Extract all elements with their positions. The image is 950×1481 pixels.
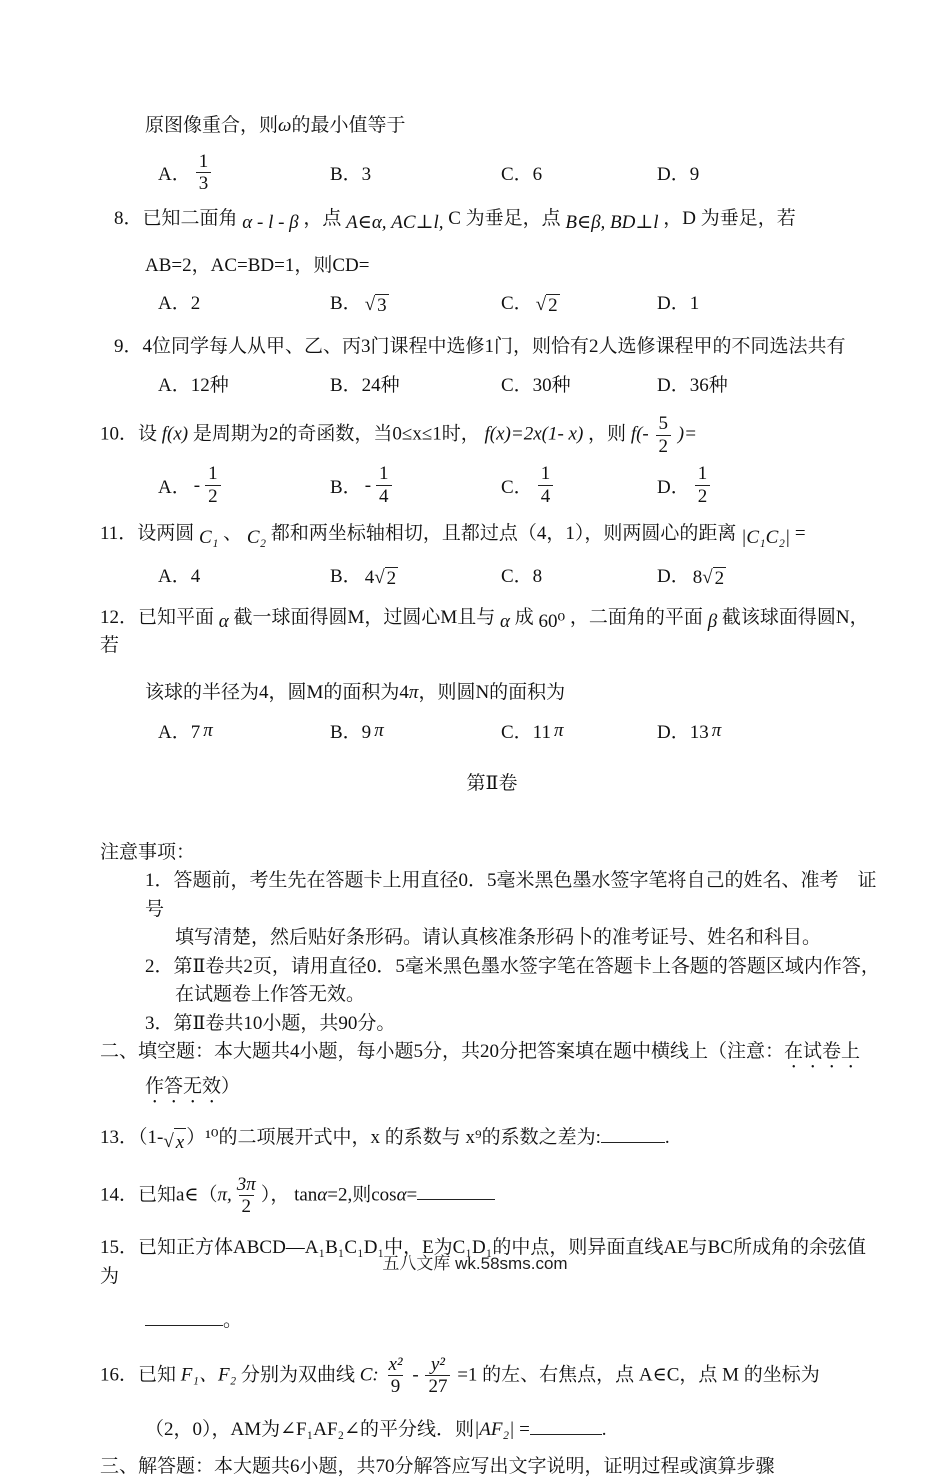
q10-option-a-label: A． (158, 477, 191, 499)
q12-alpha2: α (500, 610, 511, 632)
q8-formula-a: A∈α, AC⊥l, (346, 212, 444, 234)
q8-option-b-sqrt (365, 294, 389, 317)
part2-title-text: 第Ⅱ卷 (466, 773, 518, 795)
q13-sqrt (163, 1128, 186, 1158)
q11-distance: |C₁C₂| (741, 527, 791, 549)
q11-stem (100, 520, 884, 549)
radical-icon: √ (702, 566, 713, 588)
q8-option-d-text: D．1 (657, 293, 700, 315)
section2-header-line1 (100, 1038, 884, 1073)
q7-stem (145, 112, 884, 141)
q13-text: 13．（1- (100, 1127, 164, 1148)
coefficient: 8 (692, 566, 703, 588)
q11-equals: = (794, 523, 806, 545)
fraction-denominator: 2 (695, 485, 711, 508)
q14-fraction (234, 1174, 259, 1219)
q10-f-open: f(- (630, 423, 649, 445)
q12-option-d (657, 717, 884, 744)
q11-option-c (501, 561, 657, 588)
q9-option-c (501, 370, 657, 397)
q10-option-d-label: D． (657, 477, 690, 499)
q8-stem-line1 (100, 205, 884, 234)
q10-fx-def: f(x)=2x(1- x) (484, 423, 584, 445)
q9-option-a-text: A．12种 (158, 374, 229, 396)
fraction-denominator: 2 (656, 435, 672, 458)
q9-option-d-text: D．36种 (657, 374, 728, 396)
q12-option-c-text: C．11 (501, 722, 551, 744)
q11-option-b-value (365, 567, 398, 590)
q10-option-b-label: B． (330, 477, 362, 499)
q7-option-a-label: A． (158, 164, 191, 186)
q11-text2: 都和两坐标轴相切，且都过点（4，1），则两圆心的距离 (270, 523, 737, 545)
q7-option-d-text: D．9 (657, 164, 700, 186)
radicand: 2 (548, 295, 558, 317)
q16-period: . (601, 1419, 607, 1441)
q13-stem (100, 1122, 884, 1153)
q8-option-b-label: B． (330, 293, 362, 315)
q12-alpha: α (218, 610, 229, 632)
fraction-numerator: y² (430, 1353, 445, 1375)
q14-text: 14．已知a∈（ (100, 1184, 218, 1206)
radicand: 2 (714, 567, 725, 589)
q11-option-d-sqrt (702, 567, 726, 590)
minus-sign: - (364, 474, 372, 496)
notes-item1-line1 (145, 867, 884, 924)
fraction-numerator: 1 (540, 463, 551, 485)
q15-text: 15．已知正方体ABCD—A₁B₁C₁D₁中，E为C₁D₁的中点，则异面直线AE与BC所成角的余弦值为 (100, 1237, 866, 1287)
q8-option-d (657, 288, 884, 315)
section3-header (100, 1453, 884, 1481)
notes-item1-text: 1．答题前，考生先在答题卡上用直径0．5毫米黑色墨水签字笔将自己的姓名、准考 证号 (145, 870, 877, 920)
q12-text3: 成 (514, 606, 534, 628)
q11-option-d-value (693, 567, 726, 590)
q7-omega: ω (278, 115, 292, 136)
q8-text4: ，D 为垂足，若 (663, 208, 796, 230)
q16-answer-blank (530, 1414, 602, 1435)
q12-text2: 截一球面得圆M，过圆心M且与 (233, 606, 496, 628)
fraction-numerator: 1 (208, 463, 218, 485)
footer-text: 五八文库 wk.58sms.com (382, 1254, 568, 1273)
notes-item2-line2 (175, 981, 884, 1010)
fraction-denominator: 3 (196, 172, 212, 195)
q12-text4: ，二面角的平面 (569, 606, 703, 628)
coefficient: 4 (364, 566, 375, 588)
q9-option-a (158, 370, 330, 397)
notes-item2-line1 (145, 953, 884, 982)
q11-option-a (158, 561, 330, 588)
q14-stem (100, 1174, 884, 1219)
q12-line2-text: 该球的半径为4，圆M的面积为4 (145, 681, 409, 703)
q8-text2: ，点 (303, 208, 342, 230)
pi-symbol: π (553, 719, 564, 741)
q10-text: 10．设 (100, 423, 158, 445)
q16-stem-line1 (100, 1354, 884, 1399)
q11-option-a-text: A．4 (158, 565, 201, 587)
q12-beta: β (707, 610, 718, 632)
radical-icon: √ (163, 1131, 174, 1152)
q12-option-d-text: D．13 (657, 722, 709, 744)
q11-options (158, 561, 884, 588)
q10-option-c-label: C． (501, 477, 533, 499)
q7-option-b (330, 159, 501, 186)
q7-option-c (501, 159, 657, 186)
q7-option-a (158, 151, 330, 196)
q8-formula-dihedral: α - l - β (242, 212, 299, 234)
q13-text2: ）¹⁰的二项展开式中，x 的系数与 x⁹的系数之差为: (186, 1127, 601, 1148)
q10-option-d-fraction (695, 463, 711, 508)
q8-text: 8．已知二面角 (114, 208, 238, 230)
radical-icon: √ (374, 566, 385, 588)
q12-text: 12．已知平面 (100, 606, 215, 628)
section2-emphasis2: 作答无效 (145, 1076, 222, 1098)
q8-line2-text: AB=2，AC=BD=1，则CD= (145, 254, 370, 276)
q11-text: 11．设两圆 (100, 523, 195, 545)
q10-option-a-fraction (205, 463, 221, 508)
fraction-denominator: 4 (376, 485, 392, 508)
fraction-numerator: 1 (379, 463, 389, 485)
q9-option-c-text: C．30种 (501, 374, 571, 396)
q16-fraction-x (385, 1354, 405, 1399)
q10-option-c-fraction (538, 463, 554, 508)
q12-angle-60: 60⁰ (538, 610, 566, 632)
q12-text5: 截该球面得圆N，若 (100, 606, 869, 657)
q14-answer-blank (417, 1179, 495, 1200)
fraction-denominator: 27 (425, 1375, 450, 1398)
footer-watermark (0, 1249, 950, 1274)
q14-text3: =2,则cos (327, 1184, 397, 1206)
q12-option-b (330, 717, 501, 744)
q12-stem-line1 (100, 604, 884, 661)
q10-stem (100, 413, 884, 458)
q10-f-close: )= (677, 423, 697, 445)
pi-symbol: π (374, 719, 384, 741)
q8-stem-line2 (145, 252, 884, 281)
q8-option-a-text: A．2 (158, 293, 201, 315)
fraction-denominator: 4 (538, 485, 554, 508)
notes-heading-text: 注意事项： (100, 841, 196, 863)
q7-stem-text: 原图像重合，则 (145, 115, 279, 136)
minus-sign: - (193, 474, 201, 496)
radicand: 3 (377, 295, 387, 317)
radicand: x (174, 1128, 186, 1158)
q13-period: . (664, 1127, 670, 1148)
q11-option-d-label: D． (657, 565, 690, 587)
q14-alpha: α (317, 1184, 328, 1206)
q7-option-a-fraction (196, 151, 212, 196)
q9-option-d (657, 370, 884, 397)
pi-symbol: π (711, 719, 722, 741)
q11-option-b-label: B． (330, 565, 362, 587)
notes-item3 (145, 1010, 884, 1039)
q10-fraction (656, 413, 672, 458)
fraction-denominator: 2 (239, 1195, 255, 1218)
q9-options (158, 370, 884, 397)
radical-icon: √ (364, 294, 376, 316)
q10-option-c (501, 463, 657, 508)
fraction-numerator: 3π (236, 1173, 256, 1195)
q11-c1: C₁ (199, 527, 219, 549)
pi-symbol: π (203, 719, 213, 741)
q14-pi: π, (217, 1184, 232, 1206)
q10-option-b-fraction (376, 463, 392, 508)
notes-item1-line2 (175, 924, 884, 953)
q15-period: 。 (223, 1310, 243, 1332)
q7-option-c-text: C．6 (501, 164, 543, 186)
q12-option-c (501, 717, 657, 744)
q16-curve-label: C: (359, 1364, 379, 1386)
q15-stem-line2 (145, 1305, 884, 1335)
q12-options (158, 717, 884, 744)
fraction-denominator: 9 (388, 1375, 404, 1398)
q10-text3: ，则 (588, 423, 627, 445)
q12-option-b-text: B．9 (330, 722, 372, 744)
fraction-denominator: 2 (205, 485, 221, 508)
q10-option-d (657, 463, 884, 508)
section2-header-text: 二、填空题：本大题共4小题，每小题5分，共20分把答案填在题中横线上（注意： (100, 1041, 785, 1063)
radicand: 2 (386, 567, 397, 589)
q12-stem-line2 (145, 679, 884, 708)
pi-symbol: π (408, 681, 419, 703)
notes-item2-text2: 在试题卷上作答无效。 (175, 984, 366, 1006)
q11-sep: 、 (223, 523, 247, 545)
q7-stem-text2: 的最小值等于 (291, 115, 406, 136)
q16-af2: |AF₂| (474, 1419, 515, 1441)
q8-option-c (501, 288, 657, 315)
notes-item1-text2: 填写清楚，然后贴好条形码。请认真核准条形码卜的准考证号、姓名和科目。 (175, 927, 822, 949)
q9-option-b-text: B．24种 (330, 374, 400, 396)
q7-options (158, 151, 884, 196)
q14-equals: = (406, 1184, 418, 1206)
notes-item2-text: 2．第Ⅱ卷共2页，请用直径0．5毫米黑色墨水签字笔在答题卡上各题的答题区域内作答， (145, 955, 880, 977)
q16-fraction-y (425, 1354, 450, 1399)
q16-text3: =1 的左、右焦点，点 A∈C，点 M 的坐标为 (457, 1364, 820, 1386)
q8-formula-b: B∈β, BD⊥l (565, 212, 659, 234)
section2-header-line2 (145, 1073, 884, 1108)
q8-option-c-sqrt (536, 294, 560, 317)
fraction-numerator: 5 (658, 412, 668, 434)
q11-option-b (330, 561, 501, 588)
fraction-numerator: 1 (697, 463, 708, 485)
q8-options (158, 288, 884, 315)
section2-header-close: ） (221, 1076, 241, 1098)
q12-line2-text2: ，则圆N的面积为 (418, 681, 566, 703)
q7-option-b-text: B．3 (330, 164, 372, 186)
q8-option-a (158, 288, 330, 315)
q16-equals: = (519, 1419, 530, 1441)
q11-option-d (657, 561, 884, 588)
radical-icon: √ (535, 294, 547, 316)
q9-option-b (330, 370, 501, 397)
q13-answer-blank (601, 1122, 665, 1143)
q10-text2: 是周期为2的奇函数，当0≤x≤1时， (192, 423, 480, 445)
q10-fx: f(x) (161, 423, 189, 445)
notes-item3-text: 3．第Ⅱ卷共10小题，共90分。 (145, 1012, 396, 1034)
q9-stem (100, 333, 884, 362)
q8-option-c-label: C． (501, 293, 533, 315)
q16-stem-line2 (145, 1414, 884, 1444)
section2-emphasis1: 在试卷上 (784, 1041, 861, 1063)
q16-text: 16．已知 (100, 1364, 177, 1386)
q16-text2: 分别为双曲线 (240, 1364, 355, 1386)
q8-option-b (330, 288, 501, 315)
q11-option-c-text: C．8 (501, 565, 543, 587)
q11-option-b-sqrt (374, 567, 398, 590)
q16-foci: F₁、F₂ (180, 1364, 237, 1386)
q14-alpha2: α (396, 1184, 407, 1206)
notes-heading (100, 839, 884, 868)
q10-option-a (158, 463, 330, 508)
q16-line2-text: （2，0），AM为∠F₁AF₂∠的平分线．则 (145, 1419, 475, 1441)
q9-text: 9．4位同学每人从甲、乙、丙3门课程中选修1门，则恰有2人选修课程甲的不同选法共有 (114, 336, 846, 358)
minus-sign: - (412, 1364, 419, 1386)
q11-c2: C₂ (246, 527, 267, 549)
q7-option-d (657, 159, 884, 186)
q8-text3: C 为垂足，点 (448, 208, 561, 230)
q14-text2: ）， tan (260, 1184, 318, 1206)
q10-option-b (330, 463, 501, 508)
section3-header-text: 三、解答题：本大题共6小题，共70分解答应写出文字说明，证明过程或演算步骤 (100, 1455, 775, 1477)
part2-title (100, 770, 884, 799)
q10-options (158, 463, 884, 508)
q15-answer-blank (145, 1305, 223, 1326)
fraction-numerator: 1 (198, 150, 209, 172)
q12-option-a (158, 717, 330, 744)
fraction-numerator: x² (388, 1353, 403, 1375)
q12-option-a-text: A．7 (158, 722, 201, 744)
